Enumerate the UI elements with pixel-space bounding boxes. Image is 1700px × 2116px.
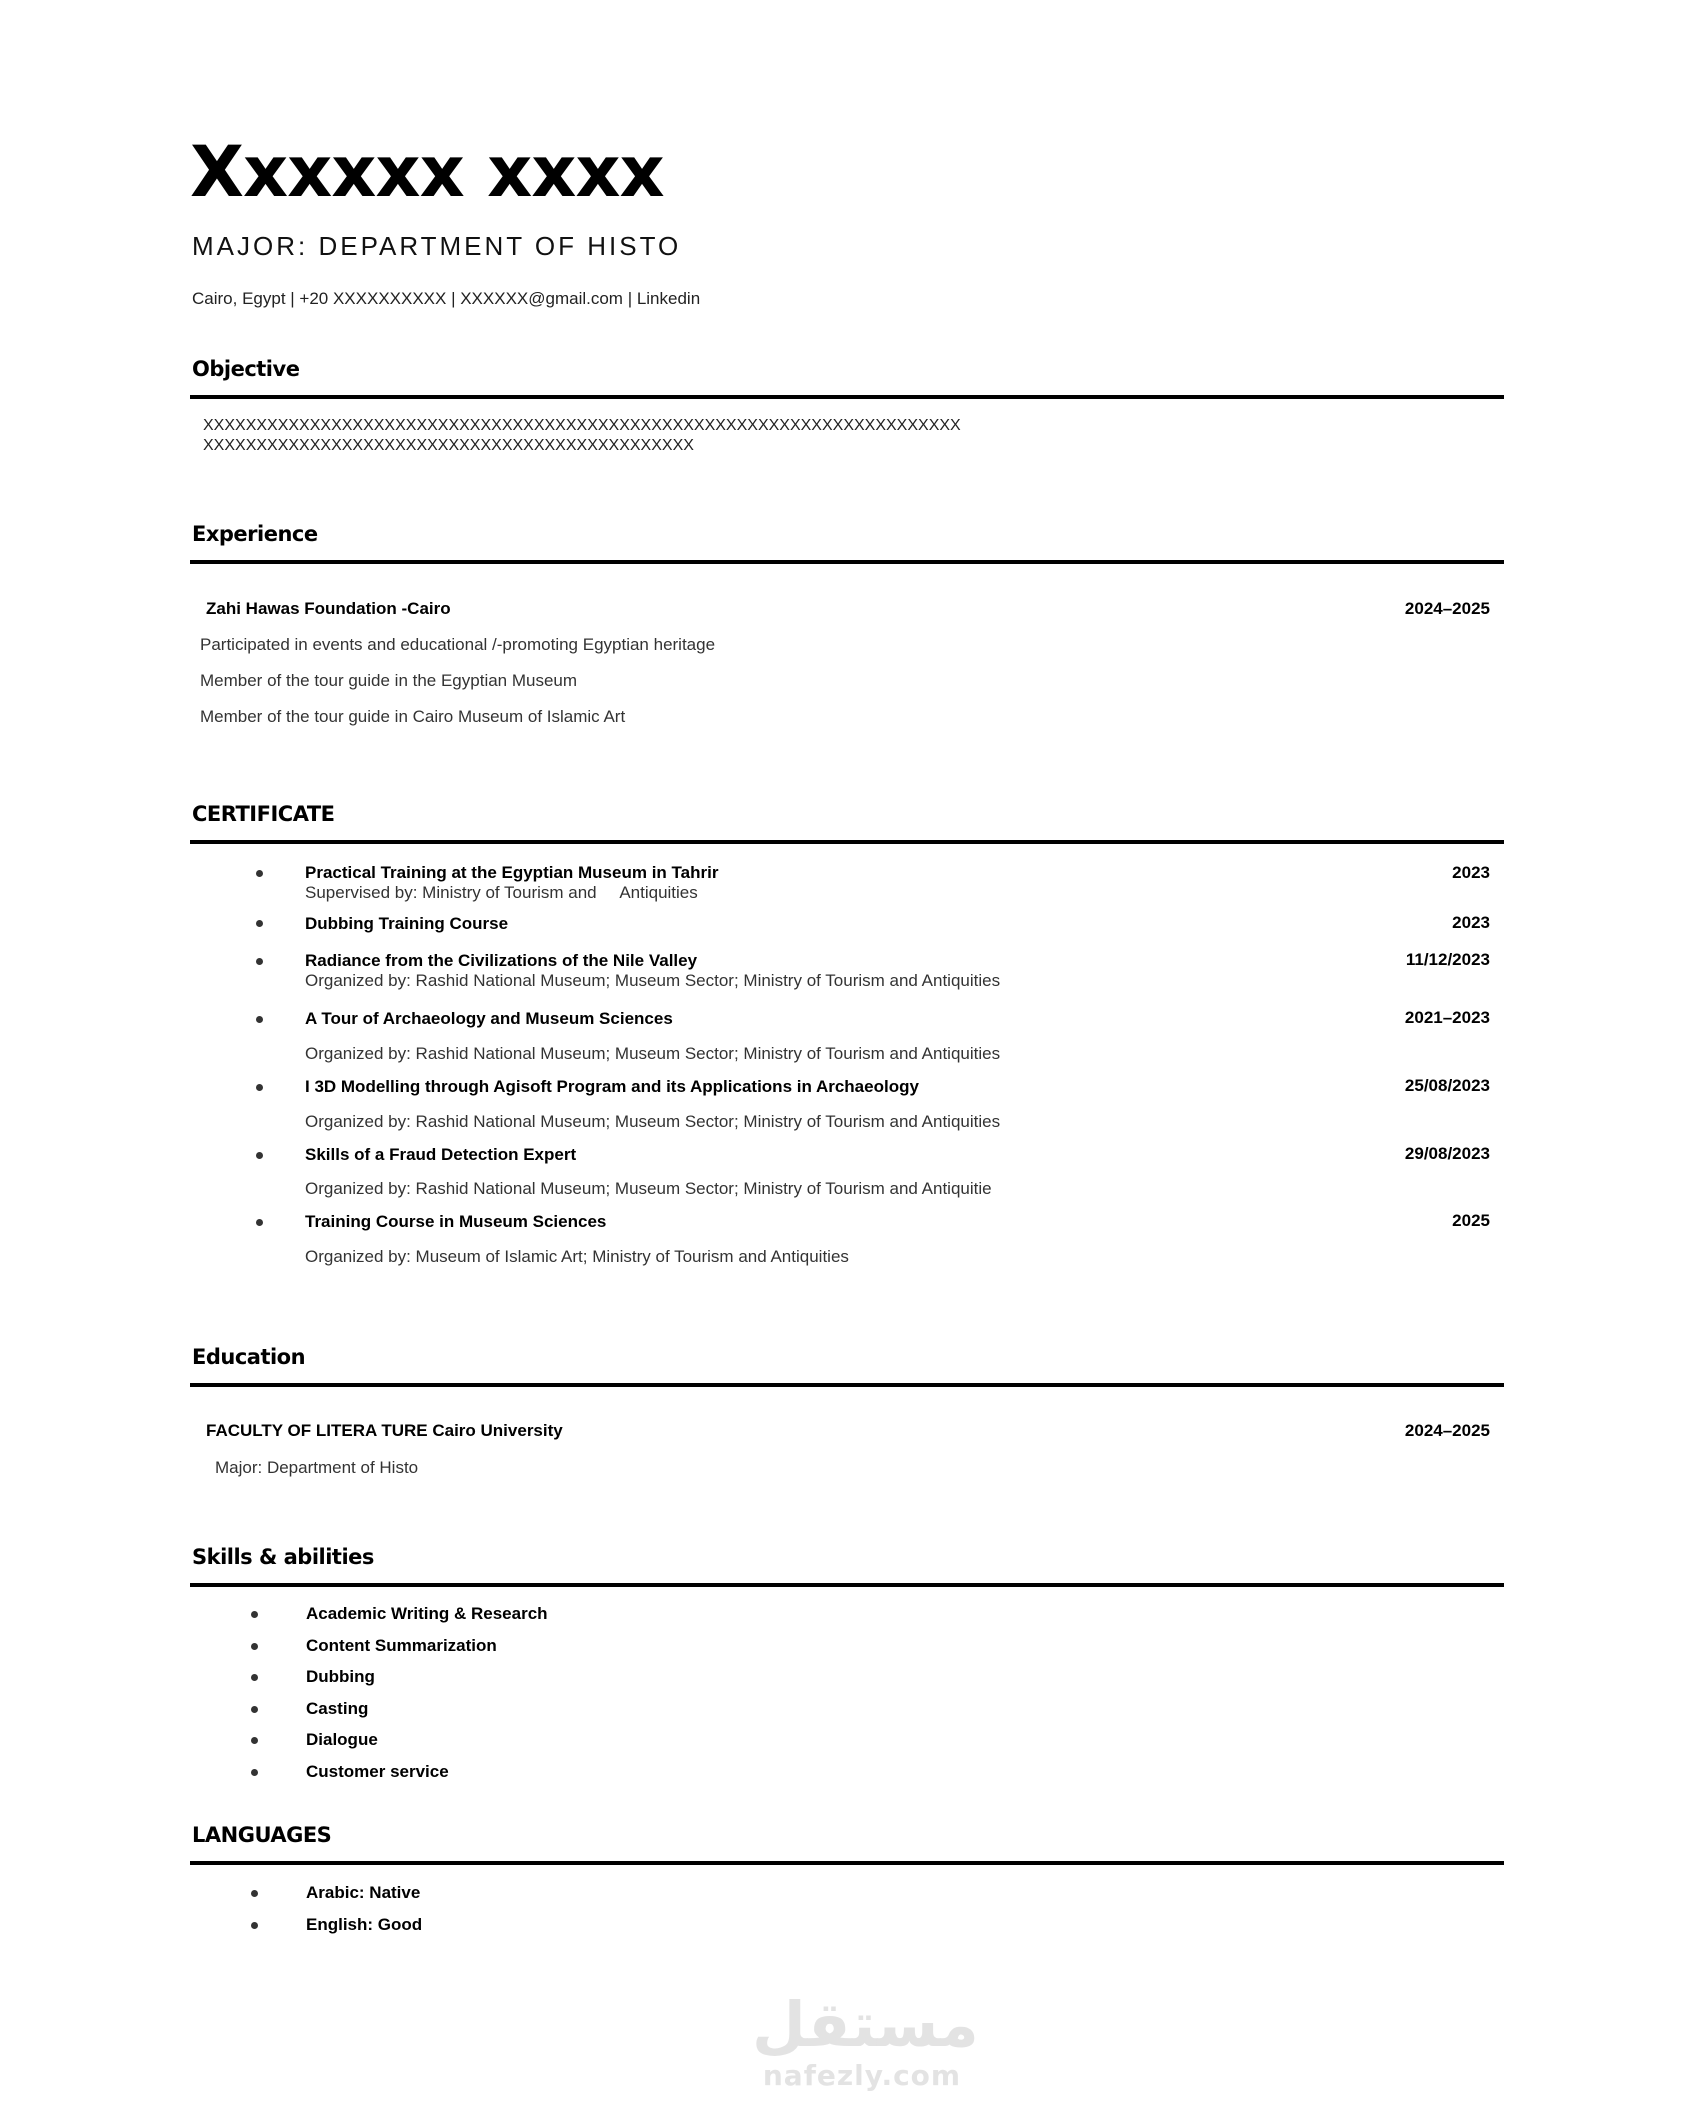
section-divider — [190, 1383, 1504, 1387]
certificate-date: 11/12/2023 — [1405, 950, 1490, 969]
certificate-organizer: Organized by: Rashid National Museum; Museum Sector; Ministry of Tourism and Antiquities — [305, 971, 1001, 990]
certificate-title: I 3D Modelling through Agisoft Program and its Applications in Archaeology — [305, 1077, 919, 1096]
experience-item: Participated in events and educational /-promoting Egyptian heritage — [200, 635, 716, 654]
bullet-dot — [251, 1611, 258, 1618]
section-divider — [190, 560, 1504, 564]
languages-heading: LANGUAGES — [192, 1823, 332, 1847]
language-item: Arabic: Native — [306, 1883, 421, 1902]
certificate-organizer: Organized by: Rashid National Museum; Museum Sector; Ministry of Tourism and Antiquitie — [305, 1179, 992, 1198]
skill-item: Dubbing — [306, 1667, 375, 1686]
certificate-heading: CERTIFICATE — [192, 802, 335, 826]
experience-item: Member of the tour guide in Cairo Museum of Islamic Art — [200, 707, 626, 726]
experience-item: Member of the tour guide in the Egyptian Museum — [200, 671, 578, 690]
skill-item: Dialogue — [306, 1730, 378, 1749]
bullet-dot — [256, 920, 263, 927]
contact-line: Cairo, Egypt | +20 XXXXXXXXXX | XXXXXX@gmail.com | Linkedin — [192, 289, 701, 308]
watermark-arabic-text: مستقل — [752, 1988, 979, 2061]
certificate-title: Skills of a Fraud Detection Expert — [305, 1145, 577, 1164]
certificate-date: 2025 — [1452, 1211, 1490, 1230]
bullet-dot — [251, 1769, 258, 1776]
certificate-organizer: Organized by: Rashid National Museum; Museum Sector; Ministry of Tourism and Antiquities — [305, 1044, 1001, 1063]
skill-item: Academic Writing & Research — [306, 1604, 548, 1623]
certificate-organizer: Organized by: Rashid National Museum; Museum Sector; Ministry of Tourism and Antiquities — [305, 1112, 1001, 1131]
certificate-title: Radiance from the Civilizations of the Nile Valley — [305, 951, 698, 970]
certificate-title: Practical Training at the Egyptian Museum in Tahrir — [305, 863, 719, 882]
language-item: English: Good — [306, 1915, 423, 1934]
section-divider — [190, 1861, 1504, 1865]
bullet-dot — [251, 1737, 258, 1744]
skill-item: Customer service — [306, 1762, 449, 1781]
certificate-title: Dubbing Training Course — [305, 914, 509, 933]
skill-item: Content Summarization — [306, 1636, 497, 1655]
skill-item: Casting — [306, 1699, 369, 1718]
certificate-date: 2023 — [1452, 863, 1490, 882]
certificate-date: 2021–2023 — [1404, 1008, 1490, 1027]
bullet-dot — [256, 1084, 263, 1091]
certificate-date: 29/08/2023 — [1404, 1144, 1490, 1163]
certificate-organizer: Organized by: Museum of Islamic Art; Ministry of Tourism and Antiquities — [305, 1247, 849, 1266]
bullet-dot — [251, 1706, 258, 1713]
bullet-dot — [256, 870, 263, 877]
section-divider — [190, 395, 1504, 399]
education-date: 2024–2025 — [1404, 1421, 1490, 1440]
bullet-dot — [251, 1890, 258, 1897]
certificate-title: Training Course in Museum Sciences — [305, 1212, 607, 1231]
education-major: Major: Department of Histo — [215, 1458, 419, 1477]
certificate-title: A Tour of Archaeology and Museum Sciences — [305, 1009, 673, 1028]
bullet-dot — [256, 1152, 263, 1159]
education-heading: Education — [192, 1345, 306, 1369]
bullet-dot — [251, 1674, 258, 1681]
objective-text: XXXXXXXXXXXXXXXXXXXXXXXXXXXXXXXXXXXXXXXXXXXXXXXXXXXXXXXXXXXXXXXXXXXXXXXXXXXXXXXXXXXXXXXXXXXXXXXXXXXXXXXXXXXXXXXXXXXXX — [203, 417, 961, 454]
bullet-dot — [251, 1922, 258, 1929]
certificate-date: 2023 — [1452, 913, 1490, 932]
education-school: FACULTY OF LITERA TURE Cairo University — [206, 1421, 563, 1440]
skills-heading: Skills & abilities — [192, 1545, 374, 1569]
nafezly-watermark — [752, 1988, 979, 2116]
major-subtitle: MAJOR: DEPARTMENT OF HISTO — [192, 231, 682, 261]
certificate-date: 25/08/2023 — [1404, 1076, 1490, 1095]
bullet-dot — [251, 1643, 258, 1650]
certificate-organizer: Supervised by: Ministry of Tourism and Antiquities — [305, 883, 698, 902]
experience-date: 2024–2025 — [1404, 599, 1490, 618]
watermark-latin-text: nafezly.com — [762, 2059, 962, 2092]
bullet-dot — [256, 958, 263, 965]
candidate-name: Xxxxxx xxxx — [190, 131, 664, 213]
section-divider — [190, 1583, 1504, 1587]
experience-heading: Experience — [192, 522, 318, 546]
bullet-dot — [256, 1016, 263, 1023]
bullet-dot — [256, 1219, 263, 1226]
section-divider — [190, 840, 1504, 844]
experience-org: Zahi Hawas Foundation -Cairo — [206, 599, 451, 618]
objective-heading: Objective — [192, 357, 300, 381]
